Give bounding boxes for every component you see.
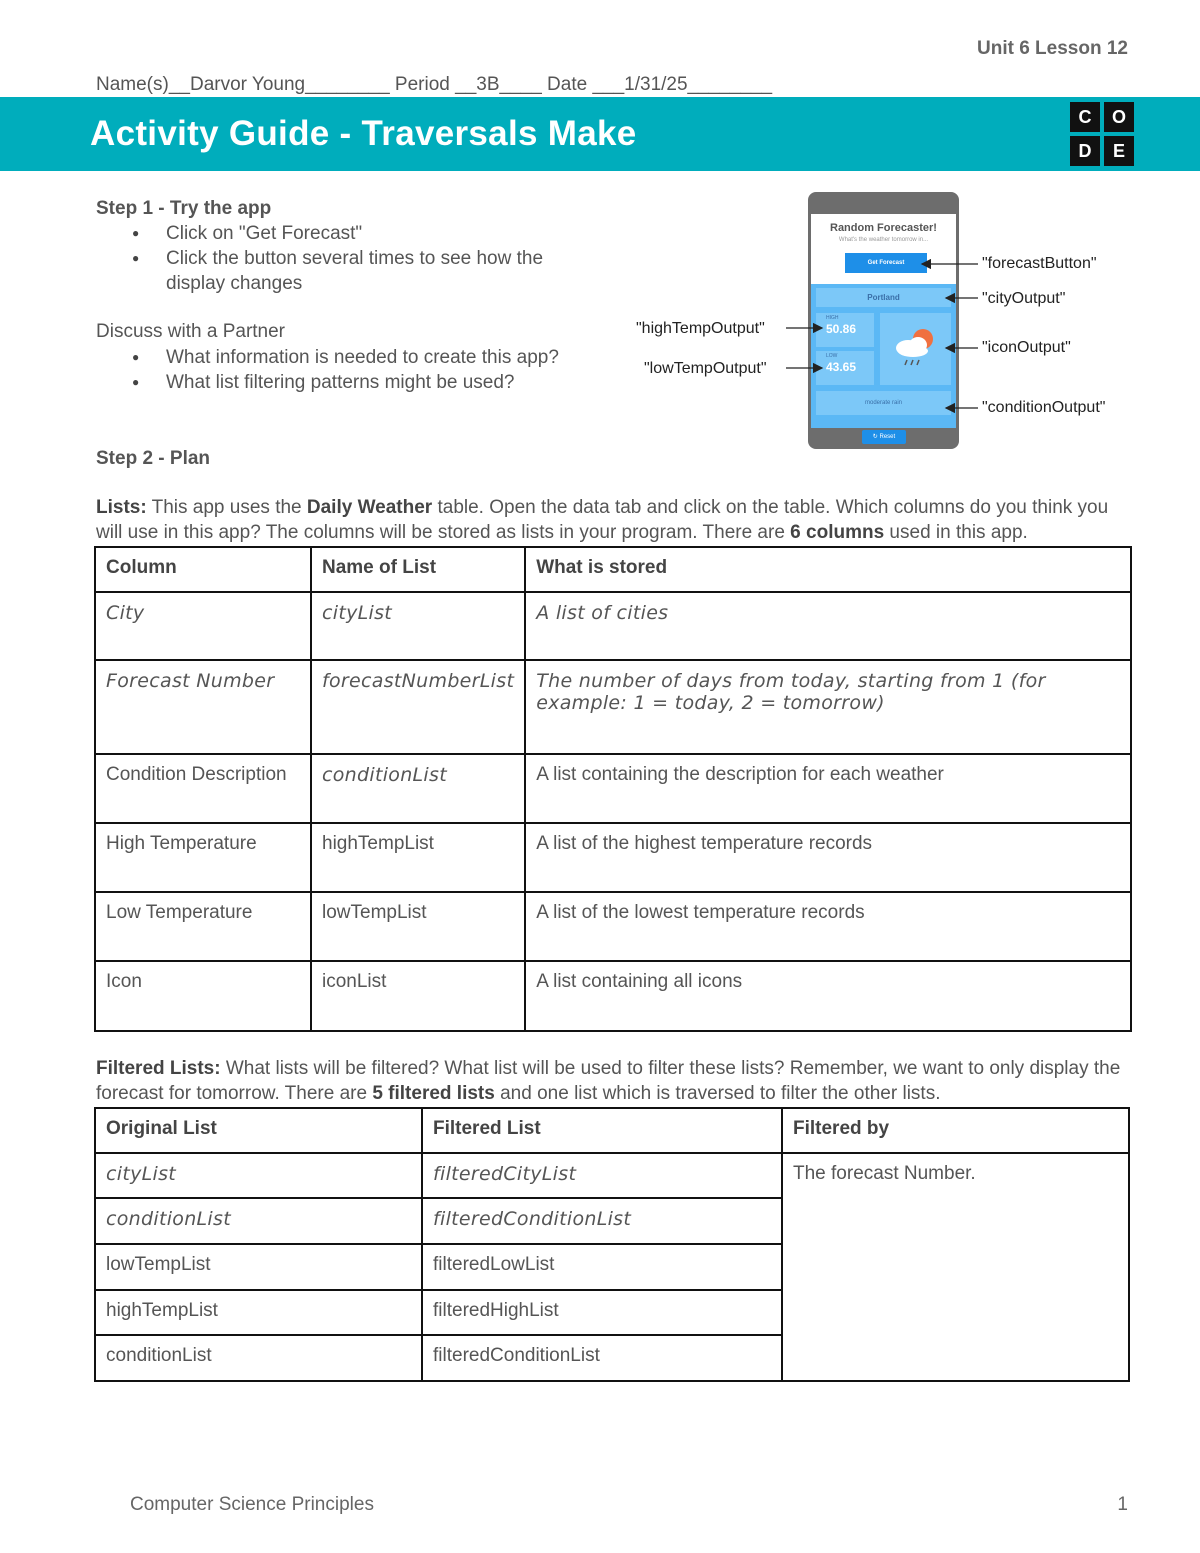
page-title: Activity Guide - Traversals Make [90, 114, 637, 153]
name-line: Name(s)__Darvor Young________ Period __3B____ Date ___1/31/25________ [96, 74, 773, 95]
filtered-paragraph [96, 1056, 1126, 1106]
table-header: Filtered List [422, 1108, 782, 1153]
app-subtitle: What's the weather tomorrow in... [838, 237, 929, 243]
table-header: Filtered by [782, 1108, 1129, 1153]
table-cell: conditionList [95, 1198, 422, 1244]
table-row [95, 823, 1131, 892]
lists-bold: 6 columns [790, 522, 885, 543]
lists-table [94, 546, 1132, 1032]
table-header-row [95, 1108, 1129, 1153]
reset-button[interactable] [862, 430, 906, 444]
table-cell: lowTempList [311, 892, 525, 961]
condition-output: moderate rain [816, 391, 951, 415]
table-cell: filteredConditionList [422, 1198, 782, 1244]
table-cell: highTempList [95, 1290, 422, 1335]
table-header: Name of List [311, 547, 525, 592]
lists-lead: Lists: [96, 497, 147, 518]
table-cell: conditionList [311, 754, 525, 823]
logo-letter: O [1104, 102, 1134, 132]
get-forecast-button[interactable]: Get Forecast [845, 253, 927, 273]
table-cell: High Temperature [95, 823, 311, 892]
lists-text: This app uses the [146, 497, 307, 518]
low-value: 43.65 [826, 360, 857, 374]
table-cell: Condition Description [95, 754, 311, 823]
reset-icon: ↻ [872, 434, 880, 440]
table-row [95, 1153, 1129, 1198]
lists-text: table. Open the data tab and click on the table. Which columns do you think you will use in this app? The columns will be stored as lists in your program. There are [96, 497, 1109, 543]
filtered-text: What lists will be filtered? What list will be used to filter these lists? Remember, we want to only display the forecast for tomorrow. There are [96, 1058, 1121, 1104]
filtered-table [94, 1107, 1130, 1382]
table-cell: filteredCityList [422, 1153, 782, 1198]
discuss-bullet: ● What list filtering patterns might be used? [96, 370, 616, 395]
table-cell: City [95, 592, 311, 660]
table-cell: A list of the lowest temperature records [525, 892, 1131, 961]
table-header: What is stored [525, 547, 1131, 592]
table-cell: cityList [311, 592, 525, 660]
filtered-lead: Filtered Lists: [96, 1058, 221, 1079]
table-cell: filteredHighList [422, 1290, 782, 1335]
table-cell: lowTempList [95, 1244, 422, 1290]
table-cell: Icon [95, 961, 311, 1031]
table-cell: forecastNumberList [311, 660, 525, 754]
lists-paragraph [96, 495, 1126, 545]
table-cell: iconList [311, 961, 525, 1031]
table-row [95, 660, 1131, 754]
lists-bold: Daily Weather [306, 497, 433, 518]
step2-title: Step 2 - Plan [96, 448, 211, 469]
unit-label: Unit 6 Lesson 12 [977, 38, 1128, 59]
table-cell: highTempList [311, 823, 525, 892]
step1-bullet: ● Click the button several times to see how the display changes [96, 246, 596, 296]
filtered-by-cell: The forecast Number. [782, 1153, 1129, 1381]
high-value: 50.86 [826, 322, 857, 336]
label-icon-output: "iconOutput" [982, 339, 1071, 356]
table-row [95, 592, 1131, 660]
table-row [95, 892, 1131, 961]
table-cell: filteredLowList [422, 1244, 782, 1290]
label-forecast-button: "forecastButton" [982, 255, 1097, 272]
table-cell: A list of cities [525, 592, 1131, 660]
step1-title: Step 1 - Try the app [96, 198, 272, 219]
step1-bullets [96, 221, 596, 296]
callout-arrows [780, 250, 990, 420]
discuss-title: Discuss with a Partner [96, 321, 286, 342]
logo-letter: C [1070, 102, 1100, 132]
table-header: Original List [95, 1108, 422, 1153]
filtered-bold: 5 filtered lists [372, 1083, 495, 1104]
footer-course: Computer Science Principles [130, 1494, 374, 1515]
step1-bullet: ● Click on "Get Forecast" [96, 221, 596, 246]
table-cell: conditionList [95, 1335, 422, 1381]
app-title: Random Forecaster! [830, 222, 937, 234]
low-label: LOW [826, 353, 838, 359]
page-number: 1 [1117, 1494, 1128, 1515]
logo-letter: E [1104, 136, 1134, 166]
label-low-temp-output: "lowTempOutput" [644, 360, 767, 377]
table-cell: filteredConditionList [422, 1335, 782, 1381]
table-cell: The number of days from today, starting from 1 (for example: 1 = today, 2 = tomorrow) [525, 660, 1131, 754]
label-high-temp-output: "highTempOutput" [636, 320, 765, 337]
table-row [95, 961, 1131, 1031]
table-cell: Forecast Number [95, 660, 311, 754]
filtered-text: and one list which is traversed to filter the other lists. [494, 1083, 941, 1104]
table-row [95, 754, 1131, 823]
table-header: Column [95, 547, 311, 592]
label-city-output: "cityOutput" [982, 290, 1066, 307]
table-cell: A list of the highest temperature records [525, 823, 1131, 892]
city-output: Portland [816, 288, 951, 307]
table-cell: A list containing all icons [525, 961, 1131, 1031]
table-cell: A list containing the description for each weather [525, 754, 1131, 823]
table-cell: Low Temperature [95, 892, 311, 961]
high-label: HIGH [826, 315, 839, 321]
table-cell: cityList [95, 1153, 422, 1198]
lists-text: used in this app. [884, 522, 1028, 543]
code-logo [1070, 102, 1134, 166]
reset-label: Reset [879, 434, 896, 440]
discuss-bullet: ● What information is needed to create this app? [96, 345, 616, 370]
label-condition-output: "conditionOutput" [982, 399, 1106, 416]
discuss-bullets [96, 345, 616, 395]
logo-letter: D [1070, 136, 1100, 166]
table-header-row [95, 547, 1131, 592]
